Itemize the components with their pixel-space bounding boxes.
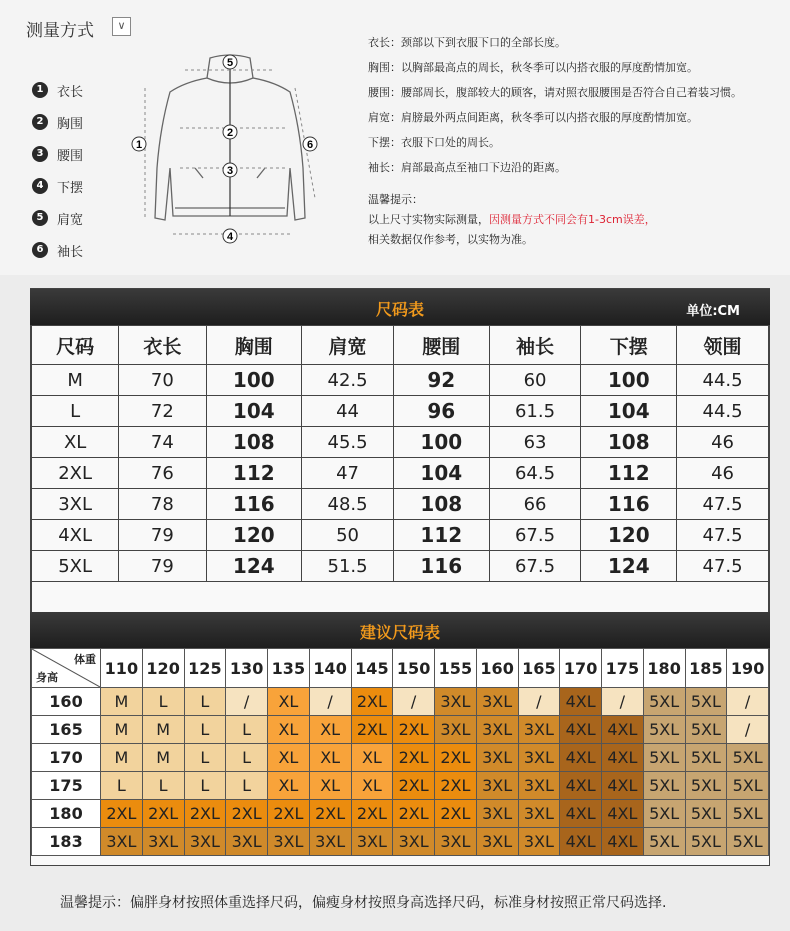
size-suggestion-cell: 2XL bbox=[309, 800, 351, 828]
weight-header: 190 bbox=[727, 649, 769, 688]
size-cell: 63 bbox=[489, 427, 581, 458]
table-row bbox=[32, 458, 769, 489]
size-suggestion-cell: L bbox=[142, 688, 184, 716]
size-cell: 72 bbox=[119, 396, 206, 427]
size-cell: 3XL bbox=[32, 489, 119, 520]
height-header: 175 bbox=[32, 772, 101, 800]
table-row bbox=[32, 688, 769, 716]
size-suggestion-cell: 2XL bbox=[351, 800, 393, 828]
table-row bbox=[32, 828, 769, 856]
size-suggestion-cell: XL bbox=[351, 744, 393, 772]
size-table-header-cell: 腰围 bbox=[393, 326, 489, 365]
size-cell: 67.5 bbox=[489, 520, 581, 551]
size-cell: 2XL bbox=[32, 458, 119, 489]
size-cell: 64.5 bbox=[489, 458, 581, 489]
size-cell: 61.5 bbox=[489, 396, 581, 427]
size-suggestion-cell: / bbox=[518, 688, 560, 716]
size-cell: 60 bbox=[489, 365, 581, 396]
size-suggestion-cell: 2XL bbox=[101, 800, 143, 828]
tip-title: 温馨提示： bbox=[368, 193, 423, 206]
table-row bbox=[32, 365, 769, 396]
size-cell: 67.5 bbox=[489, 551, 581, 582]
height-header: 160 bbox=[32, 688, 101, 716]
size-suggestion-cell: M bbox=[101, 744, 143, 772]
size-suggestion-cell: 2XL bbox=[268, 800, 310, 828]
definition-line: 腰围：腰部周长，腹部较大的顾客，请对照衣服腰围是否符合自己着装习惯。 bbox=[368, 86, 742, 99]
svg-text:1: 1 bbox=[135, 139, 143, 151]
definition-line: 袖长：肩部最高点至袖口下边沿的距离。 bbox=[368, 161, 566, 174]
size-suggestion-cell: 5XL bbox=[727, 828, 769, 856]
table-row bbox=[32, 716, 769, 744]
size-suggestion-cell: 4XL bbox=[602, 772, 644, 800]
tip-line-1 bbox=[368, 210, 656, 230]
size-suggestion-cell: 3XL bbox=[435, 828, 477, 856]
number-badge: 4 bbox=[32, 178, 48, 194]
size-cell: 50 bbox=[302, 520, 394, 551]
measurement-definitions bbox=[368, 30, 742, 180]
size-cell: 46 bbox=[677, 427, 769, 458]
size-table-header bbox=[30, 289, 770, 325]
size-suggestion-cell: XL bbox=[268, 744, 310, 772]
number-badge: 2 bbox=[32, 114, 48, 130]
size-suggestion-cell: 3XL bbox=[476, 800, 518, 828]
size-cell: 79 bbox=[119, 551, 206, 582]
size-cell: 112 bbox=[581, 458, 677, 489]
size-suggestion-cell: 3XL bbox=[518, 716, 560, 744]
size-suggestion-cell: 5XL bbox=[685, 772, 727, 800]
size-suggestion-cell: / bbox=[226, 688, 268, 716]
size-suggestion-cell: / bbox=[309, 688, 351, 716]
size-suggestion-cell: 3XL bbox=[226, 828, 268, 856]
size-cell: 5XL bbox=[32, 551, 119, 582]
legend-label: 袖长 bbox=[57, 244, 84, 260]
svg-text:2: 2 bbox=[226, 127, 234, 139]
table-row bbox=[32, 427, 769, 458]
size-suggestion-cell: 3XL bbox=[476, 828, 518, 856]
size-cell: 47.5 bbox=[677, 551, 769, 582]
size-suggestion-cell: M bbox=[101, 688, 143, 716]
size-suggestion-cell: 2XL bbox=[226, 800, 268, 828]
size-suggestion-cell: 3XL bbox=[268, 828, 310, 856]
height-header: 170 bbox=[32, 744, 101, 772]
weight-header: 180 bbox=[643, 649, 685, 688]
table-row bbox=[32, 744, 769, 772]
weight-header: 175 bbox=[602, 649, 644, 688]
size-suggestion-cell: 2XL bbox=[435, 800, 477, 828]
jacket-diagram bbox=[125, 48, 335, 248]
legend-item bbox=[32, 234, 83, 266]
measurement-tip bbox=[368, 190, 656, 250]
size-table bbox=[31, 325, 769, 617]
size-suggestion-cell: 5XL bbox=[727, 744, 769, 772]
size-cell: 42.5 bbox=[302, 365, 394, 396]
size-suggestion-cell: 5XL bbox=[643, 772, 685, 800]
size-suggestion-cell: 5XL bbox=[685, 688, 727, 716]
size-suggestion-cell: 3XL bbox=[476, 772, 518, 800]
size-cell: 112 bbox=[393, 520, 489, 551]
size-suggestion-cell: 5XL bbox=[685, 828, 727, 856]
size-suggestion-cell: 2XL bbox=[393, 716, 435, 744]
weight-header: 130 bbox=[226, 649, 268, 688]
size-suggestion-cell: 3XL bbox=[184, 828, 226, 856]
tip-warning: 因测量方式不同会有1-3cm误差， bbox=[489, 213, 656, 226]
size-suggestion-cell: 4XL bbox=[602, 828, 644, 856]
size-cell: 78 bbox=[119, 489, 206, 520]
size-suggestion-cell: 3XL bbox=[142, 828, 184, 856]
legend-item bbox=[32, 74, 83, 106]
weight-header: 185 bbox=[685, 649, 727, 688]
size-cell: 108 bbox=[393, 489, 489, 520]
size-suggestion-cell: L bbox=[142, 772, 184, 800]
size-cell: 96 bbox=[393, 396, 489, 427]
size-suggestion-cell: 4XL bbox=[602, 800, 644, 828]
size-cell: 116 bbox=[581, 489, 677, 520]
size-suggestion-cell: 4XL bbox=[560, 828, 602, 856]
table-row bbox=[32, 800, 769, 828]
size-suggestion-cell: 2XL bbox=[435, 772, 477, 800]
recommendation-table bbox=[31, 648, 769, 856]
legend-item bbox=[32, 106, 83, 138]
size-suggestion-cell: XL bbox=[309, 744, 351, 772]
size-cell: 47.5 bbox=[677, 489, 769, 520]
svg-text:6: 6 bbox=[306, 139, 314, 151]
size-suggestion-cell: 5XL bbox=[727, 772, 769, 800]
height-header: 183 bbox=[32, 828, 101, 856]
legend-label: 肩宽 bbox=[57, 212, 84, 228]
corner-cell bbox=[32, 649, 101, 688]
size-cell: 104 bbox=[206, 396, 302, 427]
size-suggestion-cell: 5XL bbox=[643, 744, 685, 772]
size-cell: 47 bbox=[302, 458, 394, 489]
size-suggestion-cell: 3XL bbox=[518, 828, 560, 856]
size-suggestion-cell: 4XL bbox=[602, 716, 644, 744]
size-suggestion-cell: 3XL bbox=[518, 772, 560, 800]
height-header: 180 bbox=[32, 800, 101, 828]
legend-label: 腰围 bbox=[57, 148, 84, 164]
rec-table-header bbox=[30, 612, 770, 648]
size-suggestion-cell: / bbox=[727, 716, 769, 744]
size-suggestion-cell: 5XL bbox=[727, 800, 769, 828]
number-badge: 3 bbox=[32, 146, 48, 162]
size-suggestion-cell: 3XL bbox=[476, 744, 518, 772]
size-suggestion-cell: 2XL bbox=[184, 800, 226, 828]
size-suggestion-cell: / bbox=[602, 688, 644, 716]
size-suggestion-cell: 3XL bbox=[393, 828, 435, 856]
definition-line: 胸围：以胸部最高点的周长，秋冬季可以内搭衣服的厚度酌情加宽。 bbox=[368, 61, 698, 74]
size-table-header-cell: 领围 bbox=[677, 326, 769, 365]
size-suggestion-cell: L bbox=[184, 688, 226, 716]
size-suggestion-cell: L bbox=[184, 744, 226, 772]
size-suggestion-cell: 3XL bbox=[435, 716, 477, 744]
size-table-header-cell: 衣长 bbox=[119, 326, 206, 365]
rec-table-title: 建议尺码表 bbox=[359, 623, 440, 642]
size-suggestion-cell: 5XL bbox=[643, 688, 685, 716]
weight-header: 170 bbox=[560, 649, 602, 688]
size-suggestion-cell: M bbox=[142, 716, 184, 744]
weight-header: 140 bbox=[309, 649, 351, 688]
size-suggestion-cell: M bbox=[142, 744, 184, 772]
size-table-header-cell: 肩宽 bbox=[302, 326, 394, 365]
weight-header: 155 bbox=[435, 649, 477, 688]
size-cell: 104 bbox=[393, 458, 489, 489]
svg-text:5: 5 bbox=[226, 57, 234, 69]
table-row bbox=[32, 520, 769, 551]
size-suggestion-cell: 2XL bbox=[393, 772, 435, 800]
definition-line: 衣长：颈部以下到衣服下口的全部长度。 bbox=[368, 36, 566, 49]
tip-text: 以上尺寸实物实际测量， bbox=[368, 213, 489, 226]
size-suggestion-cell: 5XL bbox=[643, 800, 685, 828]
weight-header: 125 bbox=[184, 649, 226, 688]
size-table-header-cell: 胸围 bbox=[206, 326, 302, 365]
size-table-unit: 单位:CM bbox=[686, 304, 740, 319]
size-suggestion-cell: 3XL bbox=[518, 800, 560, 828]
size-cell: 47.5 bbox=[677, 520, 769, 551]
size-suggestion-cell: L bbox=[226, 772, 268, 800]
size-cell: 100 bbox=[393, 427, 489, 458]
size-suggestion-cell: 5XL bbox=[643, 716, 685, 744]
size-suggestion-cell: XL bbox=[351, 772, 393, 800]
size-cell: 66 bbox=[489, 489, 581, 520]
method-title: 测量方式 bbox=[26, 21, 94, 41]
size-suggestion-cell: L bbox=[184, 716, 226, 744]
size-suggestion-cell: 4XL bbox=[560, 716, 602, 744]
size-suggestion-cell: / bbox=[727, 688, 769, 716]
size-cell: 44 bbox=[302, 396, 394, 427]
legend-label: 下摆 bbox=[57, 180, 84, 196]
table-row bbox=[32, 396, 769, 427]
size-suggestion-cell: 5XL bbox=[685, 716, 727, 744]
size-suggestion-cell: XL bbox=[309, 772, 351, 800]
tip-line-2: 相关数据仅作参考，以实物为准。 bbox=[368, 233, 533, 246]
size-cell: 120 bbox=[206, 520, 302, 551]
table-row bbox=[32, 489, 769, 520]
size-suggestion-cell: 2XL bbox=[393, 800, 435, 828]
number-badge: 1 bbox=[32, 82, 48, 98]
size-suggestion-cell: 4XL bbox=[560, 800, 602, 828]
size-cell: 92 bbox=[393, 365, 489, 396]
size-suggestion-cell: 3XL bbox=[518, 744, 560, 772]
size-suggestion-cell: 4XL bbox=[602, 744, 644, 772]
size-cell: 108 bbox=[581, 427, 677, 458]
number-badge: 6 bbox=[32, 242, 48, 258]
size-cell: XL bbox=[32, 427, 119, 458]
size-suggestion-cell: 4XL bbox=[560, 688, 602, 716]
weight-header: 165 bbox=[518, 649, 560, 688]
size-suggestion-cell: 3XL bbox=[101, 828, 143, 856]
size-cell: 45.5 bbox=[302, 427, 394, 458]
size-suggestion-cell: 3XL bbox=[476, 716, 518, 744]
size-suggestion-cell: 3XL bbox=[309, 828, 351, 856]
size-suggestion-cell: 2XL bbox=[351, 716, 393, 744]
size-cell: 100 bbox=[206, 365, 302, 396]
legend-item bbox=[32, 202, 83, 234]
definition-line: 下摆：衣服下口处的周长。 bbox=[368, 136, 500, 149]
size-cell: 79 bbox=[119, 520, 206, 551]
weight-header: 145 bbox=[351, 649, 393, 688]
svg-text:4: 4 bbox=[226, 231, 234, 243]
weight-header: 135 bbox=[268, 649, 310, 688]
legend-label: 胸围 bbox=[57, 116, 84, 132]
size-suggestion-cell: XL bbox=[268, 716, 310, 744]
weight-header: 150 bbox=[393, 649, 435, 688]
size-suggestion-cell: XL bbox=[309, 716, 351, 744]
size-suggestion-cell: L bbox=[184, 772, 226, 800]
size-cell: 124 bbox=[581, 551, 677, 582]
size-suggestion-cell: L bbox=[226, 744, 268, 772]
size-suggestion-cell: 5XL bbox=[643, 828, 685, 856]
size-suggestion-cell: 5XL bbox=[685, 744, 727, 772]
size-suggestion-cell: 3XL bbox=[476, 688, 518, 716]
size-cell: 74 bbox=[119, 427, 206, 458]
size-suggestion-cell: 2XL bbox=[435, 744, 477, 772]
size-suggestion-cell: XL bbox=[268, 772, 310, 800]
size-cell: 76 bbox=[119, 458, 206, 489]
legend-item bbox=[32, 170, 83, 202]
size-suggestion-cell: 2XL bbox=[142, 800, 184, 828]
size-table-title: 尺码表 bbox=[375, 300, 424, 319]
size-cell: 44.5 bbox=[677, 365, 769, 396]
size-cell: 48.5 bbox=[302, 489, 394, 520]
legend-item bbox=[32, 138, 83, 170]
legend-label: 衣长 bbox=[57, 84, 84, 100]
table-row bbox=[32, 772, 769, 800]
size-cell: 4XL bbox=[32, 520, 119, 551]
size-cell: 108 bbox=[206, 427, 302, 458]
number-badge: 5 bbox=[32, 210, 48, 226]
size-suggestion-cell: 4XL bbox=[560, 744, 602, 772]
size-cell: 70 bbox=[119, 365, 206, 396]
size-suggestion-cell: M bbox=[101, 716, 143, 744]
weight-header: 110 bbox=[101, 649, 143, 688]
weight-header: 120 bbox=[142, 649, 184, 688]
size-table-header-cell: 袖长 bbox=[489, 326, 581, 365]
height-header: 165 bbox=[32, 716, 101, 744]
size-cell: 100 bbox=[581, 365, 677, 396]
chevron-down-icon: ∨ bbox=[112, 17, 131, 36]
size-cell: 116 bbox=[206, 489, 302, 520]
size-cell: 120 bbox=[581, 520, 677, 551]
weight-header: 160 bbox=[476, 649, 518, 688]
svg-text:3: 3 bbox=[226, 165, 234, 177]
bottom-note: 温馨提示：偏胖身材按照体重选择尺码，偏瘦身材按照身高选择尺码，标准身材按照正常尺码选择. bbox=[60, 895, 667, 911]
measurement-panel bbox=[0, 0, 790, 275]
size-cell: 116 bbox=[393, 551, 489, 582]
size-cell: L bbox=[32, 396, 119, 427]
size-cell: 112 bbox=[206, 458, 302, 489]
size-cell: 51.5 bbox=[302, 551, 394, 582]
size-suggestion-cell: / bbox=[393, 688, 435, 716]
measurement-legend bbox=[32, 74, 83, 266]
corner-weight: 体重 bbox=[74, 653, 96, 666]
size-suggestion-cell: 3XL bbox=[435, 688, 477, 716]
size-table-header-cell: 尺码 bbox=[32, 326, 119, 365]
size-suggestion-cell: L bbox=[226, 716, 268, 744]
size-suggestion-cell: L bbox=[101, 772, 143, 800]
size-suggestion-cell: 2XL bbox=[393, 744, 435, 772]
size-suggestion-cell: 4XL bbox=[560, 772, 602, 800]
size-cell: 46 bbox=[677, 458, 769, 489]
size-cell: 104 bbox=[581, 396, 677, 427]
table-row bbox=[32, 551, 769, 582]
size-cell: 44.5 bbox=[677, 396, 769, 427]
size-suggestion-cell: 2XL bbox=[351, 688, 393, 716]
size-table-header-cell: 下摆 bbox=[581, 326, 677, 365]
size-suggestion-cell: 3XL bbox=[351, 828, 393, 856]
size-suggestion-cell: 5XL bbox=[685, 800, 727, 828]
size-suggestion-cell: XL bbox=[268, 688, 310, 716]
definition-line: 肩宽：肩膀最外两点间距离，秋冬季可以内搭衣服的厚度酌情加宽。 bbox=[368, 111, 698, 124]
size-cell: M bbox=[32, 365, 119, 396]
corner-height: 身高 bbox=[36, 671, 58, 684]
size-cell: 124 bbox=[206, 551, 302, 582]
